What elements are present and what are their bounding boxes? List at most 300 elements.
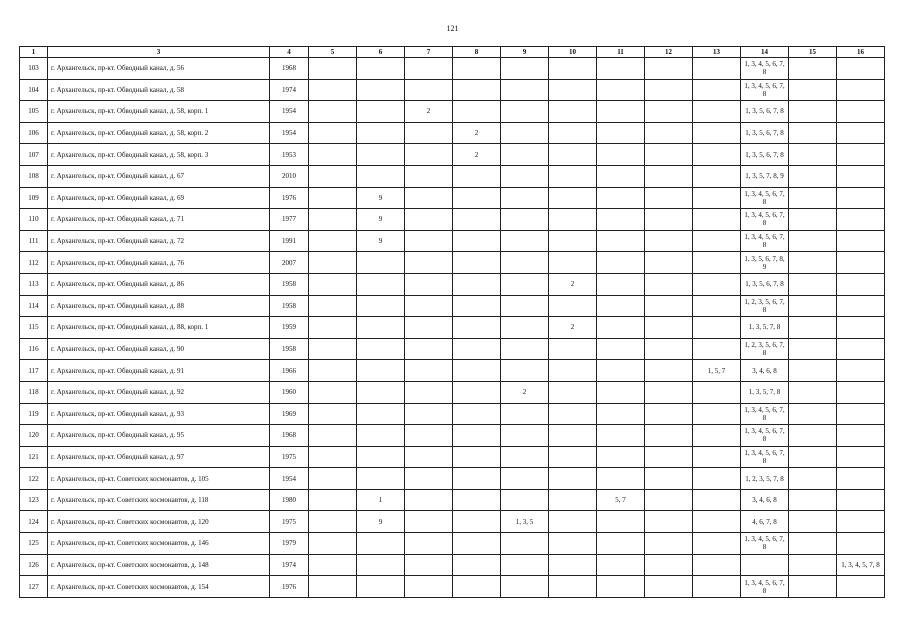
table-cell-col-13 [693, 533, 741, 555]
table-cell-col-16 [837, 511, 885, 533]
table-cell-col-10 [549, 338, 597, 360]
table-cell-col-3: г. Архангельск, пр-кт. Обводный канал, д. 86 [48, 273, 270, 295]
table-cell-col-3: г. Архангельск, пр-кт. Советских космонавтов, д. 148 [48, 554, 270, 576]
table-cell-col-10 [549, 360, 597, 382]
table-cell-col-15 [789, 425, 837, 447]
table-cell-col-10 [549, 187, 597, 209]
table-row [20, 511, 885, 533]
table-cell-col-8 [453, 576, 501, 598]
table-cell-col-3: г. Архангельск, пр-кт. Обводный канал, д. 88 [48, 295, 270, 317]
table-cell-col-12 [645, 468, 693, 490]
table-cell-col-9 [501, 403, 549, 425]
header-row [20, 47, 885, 58]
table-cell-col-5 [309, 101, 357, 123]
table-cell-col-7 [405, 252, 453, 274]
table-cell-col-4: 1958 [270, 295, 309, 317]
table-cell-col-10 [549, 58, 597, 80]
table-cell-col-14: 1, 3, 5, 6, 7, 8 [741, 273, 789, 295]
table-cell-col-6 [357, 144, 405, 166]
table-cell-col-3: г. Архангельск, пр-кт. Обводный канал, д. 71 [48, 209, 270, 231]
table-cell-col-14: 3, 4, 6, 8 [741, 360, 789, 382]
table-cell-col-4: 1979 [270, 533, 309, 555]
table-cell-col-16 [837, 295, 885, 317]
table-cell-col-16 [837, 317, 885, 339]
table-cell-col-12 [645, 425, 693, 447]
table-cell-col-12 [645, 58, 693, 80]
table-cell-col-6 [357, 403, 405, 425]
table-cell-col-6: 9 [357, 187, 405, 209]
table-cell-col-14: 1, 3, 4, 5, 6, 7, 8 [741, 79, 789, 101]
table-cell-col-3: г. Архангельск, пр-кт. Обводный канал, д. 72 [48, 230, 270, 252]
table-cell-col-4: 1960 [270, 381, 309, 403]
table-cell-col-15 [789, 576, 837, 598]
table-cell-col-4: 1954 [270, 122, 309, 144]
table-cell-col-9 [501, 252, 549, 274]
column-header-14: 14 [741, 47, 789, 58]
table-cell-col-15 [789, 295, 837, 317]
table-cell-col-9 [501, 425, 549, 447]
table-cell-col-8 [453, 338, 501, 360]
table-cell-col-14: 1, 3, 4, 5, 6, 7, 8 [741, 403, 789, 425]
table-cell-col-14: 1, 3, 5, 7, 8 [741, 317, 789, 339]
table-cell-col-11 [597, 381, 645, 403]
table-cell-col-7 [405, 554, 453, 576]
table-cell-col-5 [309, 533, 357, 555]
table-row [20, 338, 885, 360]
table-cell-col-12 [645, 360, 693, 382]
table-cell-col-8 [453, 511, 501, 533]
table-cell-col-9 [501, 489, 549, 511]
table-cell-col-7: 2 [405, 101, 453, 123]
table-cell-col-3: г. Архангельск, пр-кт. Обводный канал, д. 90 [48, 338, 270, 360]
table-cell-col-9 [501, 165, 549, 187]
table-cell-col-13 [693, 468, 741, 490]
table-cell-col-13 [693, 230, 741, 252]
table-cell-col-3: г. Архангельск, пр-кт. Обводный канал, д. 58, корп. 3 [48, 144, 270, 166]
table-cell-col-15 [789, 273, 837, 295]
table-cell-col-9 [501, 187, 549, 209]
table-cell-col-4: 1977 [270, 209, 309, 231]
table-cell-col-10 [549, 381, 597, 403]
table-cell-col-16 [837, 468, 885, 490]
table-cell-col-5 [309, 122, 357, 144]
table-cell-col-6: 9 [357, 209, 405, 231]
table-cell-col-3: г. Архангельск, пр-кт. Обводный канал, д. 93 [48, 403, 270, 425]
table-cell-col-12 [645, 338, 693, 360]
table-cell-col-10 [549, 425, 597, 447]
table-cell-col-16 [837, 101, 885, 123]
table-cell-col-12 [645, 489, 693, 511]
table-cell-col-15 [789, 101, 837, 123]
table-cell-col-3: г. Архангельск, пр-кт. Обводный канал, д. 88, корп. 1 [48, 317, 270, 339]
table-cell-col-1: 121 [20, 446, 48, 468]
table-cell-col-5 [309, 338, 357, 360]
table-row [20, 252, 885, 274]
table-cell-col-5 [309, 576, 357, 598]
table-cell-col-3: г. Архангельск, пр-кт. Обводный канал, д. 92 [48, 381, 270, 403]
table-cell-col-1: 108 [20, 165, 48, 187]
table-cell-col-7 [405, 209, 453, 231]
table-cell-col-16 [837, 144, 885, 166]
table-cell-col-7 [405, 165, 453, 187]
table-cell-col-11 [597, 187, 645, 209]
table-cell-col-9 [501, 554, 549, 576]
table-cell-col-15 [789, 79, 837, 101]
table-cell-col-16 [837, 381, 885, 403]
table-cell-col-8 [453, 187, 501, 209]
table-cell-col-15 [789, 209, 837, 231]
column-header-7: 7 [405, 47, 453, 58]
table-cell-col-14: 1, 3, 4, 5, 6, 7, 8 [741, 187, 789, 209]
table-row [20, 122, 885, 144]
table-cell-col-15 [789, 338, 837, 360]
table-cell-col-11 [597, 403, 645, 425]
table-cell-col-1: 115 [20, 317, 48, 339]
column-header-16: 16 [837, 47, 885, 58]
table-cell-col-1: 114 [20, 295, 48, 317]
table-cell-col-10 [549, 209, 597, 231]
table-cell-col-12 [645, 533, 693, 555]
table-cell-col-6 [357, 165, 405, 187]
table-cell-col-11 [597, 338, 645, 360]
table-cell-col-13 [693, 58, 741, 80]
table-cell-col-8 [453, 489, 501, 511]
table-cell-col-10: 2 [549, 317, 597, 339]
table-cell-col-14: 4, 6, 7, 8 [741, 511, 789, 533]
table-cell-col-13 [693, 576, 741, 598]
table-cell-col-13 [693, 79, 741, 101]
table-cell-col-16: 1, 3, 4, 5, 7, 8 [837, 554, 885, 576]
table-cell-col-6 [357, 576, 405, 598]
table-cell-col-15 [789, 144, 837, 166]
table-cell-col-13 [693, 425, 741, 447]
table-cell-col-7 [405, 489, 453, 511]
table-cell-col-9 [501, 122, 549, 144]
table-cell-col-8 [453, 446, 501, 468]
table-cell-col-5 [309, 425, 357, 447]
table-cell-col-8 [453, 101, 501, 123]
table-cell-col-5 [309, 468, 357, 490]
table-cell-col-11 [597, 79, 645, 101]
table-cell-col-16 [837, 122, 885, 144]
table-cell-col-12 [645, 101, 693, 123]
table-cell-col-16 [837, 58, 885, 80]
table-cell-col-12 [645, 187, 693, 209]
table-cell-col-14: 1, 3, 5, 6, 7, 8 [741, 144, 789, 166]
table-cell-col-14: 1, 3, 5, 6, 7, 8, 9 [741, 252, 789, 274]
table-cell-col-16 [837, 533, 885, 555]
table-cell-col-8 [453, 273, 501, 295]
table-cell-col-14: 1, 3, 4, 5, 6, 7, 8 [741, 446, 789, 468]
table-cell-col-11 [597, 209, 645, 231]
table-cell-col-4: 1968 [270, 58, 309, 80]
column-header-1: 1 [20, 47, 48, 58]
table-cell-col-9 [501, 576, 549, 598]
table-row [20, 58, 885, 80]
table-cell-col-12 [645, 381, 693, 403]
table-cell-col-12 [645, 511, 693, 533]
table-cell-col-15 [789, 58, 837, 80]
table-cell-col-16 [837, 403, 885, 425]
table-cell-col-3: г. Архангельск, пр-кт. Обводный канал, д. 58 [48, 79, 270, 101]
table-cell-col-6 [357, 317, 405, 339]
table-cell-col-4: 1974 [270, 554, 309, 576]
table-cell-col-7 [405, 576, 453, 598]
table-cell-col-8 [453, 533, 501, 555]
table-cell-col-14: 1, 2, 3, 5, 7, 8 [741, 468, 789, 490]
table-cell-col-15 [789, 489, 837, 511]
table-cell-col-12 [645, 79, 693, 101]
table-cell-col-6 [357, 381, 405, 403]
table-row [20, 554, 885, 576]
table-cell-col-7 [405, 511, 453, 533]
table-cell-col-5 [309, 187, 357, 209]
table-cell-col-8 [453, 317, 501, 339]
table-cell-col-12 [645, 295, 693, 317]
table-cell-col-6: 1 [357, 489, 405, 511]
table-cell-col-4: 1991 [270, 230, 309, 252]
table-cell-col-8: 2 [453, 144, 501, 166]
table-cell-col-12 [645, 122, 693, 144]
table-cell-col-14: 1, 3, 5, 7, 8 [741, 381, 789, 403]
table-cell-col-1: 109 [20, 187, 48, 209]
table-cell-col-5 [309, 489, 357, 511]
table-cell-col-1: 113 [20, 273, 48, 295]
table-cell-col-11 [597, 144, 645, 166]
table-cell-col-12 [645, 446, 693, 468]
column-header-11: 11 [597, 47, 645, 58]
table-cell-col-14: 1, 3, 4, 5, 6, 7, 8 [741, 209, 789, 231]
table-cell-col-1: 124 [20, 511, 48, 533]
table-cell-col-13 [693, 554, 741, 576]
table-cell-col-6 [357, 554, 405, 576]
table-cell-col-5 [309, 403, 357, 425]
table-cell-col-1: 122 [20, 468, 48, 490]
page-number: 121 [446, 24, 459, 33]
table-cell-col-11 [597, 576, 645, 598]
table-cell-col-14: 1, 2, 3, 5, 6, 7, 8 [741, 295, 789, 317]
table-cell-col-5 [309, 165, 357, 187]
table-cell-col-4: 1969 [270, 403, 309, 425]
table-cell-col-8 [453, 425, 501, 447]
table-cell-col-3: г. Архангельск, пр-кт. Советских космонавтов, д. 118 [48, 489, 270, 511]
table-cell-col-14: 1, 3, 4, 5, 6, 7, 8 [741, 230, 789, 252]
table-cell-col-13 [693, 381, 741, 403]
table-cell-col-12 [645, 554, 693, 576]
table-cell-col-5 [309, 273, 357, 295]
table-row [20, 468, 885, 490]
table-cell-col-12 [645, 576, 693, 598]
table-cell-col-9 [501, 533, 549, 555]
table-cell-col-13 [693, 338, 741, 360]
table-cell-col-15 [789, 187, 837, 209]
table-cell-col-6 [357, 468, 405, 490]
table-row [20, 533, 885, 555]
table-cell-col-7 [405, 273, 453, 295]
table-cell-col-15 [789, 360, 837, 382]
table-cell-col-7 [405, 144, 453, 166]
table-cell-col-13 [693, 101, 741, 123]
column-header-9: 9 [501, 47, 549, 58]
table-cell-col-11 [597, 554, 645, 576]
table-cell-col-5 [309, 446, 357, 468]
column-header-8: 8 [453, 47, 501, 58]
table-cell-col-9 [501, 317, 549, 339]
table-cell-col-13 [693, 446, 741, 468]
table-cell-col-11 [597, 360, 645, 382]
table-cell-col-16 [837, 230, 885, 252]
table-cell-col-7 [405, 446, 453, 468]
table-cell-col-5 [309, 554, 357, 576]
table-body [20, 58, 885, 598]
table-cell-col-4: 1966 [270, 360, 309, 382]
table-cell-col-10 [549, 489, 597, 511]
table-cell-col-14: 1, 3, 4, 5, 6, 7, 8 [741, 576, 789, 598]
table-cell-col-16 [837, 79, 885, 101]
table-cell-col-11 [597, 122, 645, 144]
table-cell-col-5 [309, 381, 357, 403]
table-cell-col-3: г. Архангельск, пр-кт. Советских космонавтов, д. 146 [48, 533, 270, 555]
table-cell-col-14: 1, 3, 4, 5, 6, 7, 8 [741, 425, 789, 447]
table-cell-col-10 [549, 554, 597, 576]
table-cell-col-13 [693, 252, 741, 274]
table-cell-col-1: 116 [20, 338, 48, 360]
table-cell-col-9: 2 [501, 381, 549, 403]
table-cell-col-16 [837, 338, 885, 360]
table-cell-col-11 [597, 165, 645, 187]
table-cell-col-16 [837, 209, 885, 231]
table-cell-col-7 [405, 79, 453, 101]
table-cell-col-8: 2 [453, 122, 501, 144]
table-cell-col-16 [837, 273, 885, 295]
table-cell-col-9 [501, 338, 549, 360]
table-cell-col-7 [405, 338, 453, 360]
table-cell-col-11 [597, 58, 645, 80]
table-cell-col-10 [549, 403, 597, 425]
table-cell-col-9 [501, 360, 549, 382]
table-cell-col-9 [501, 144, 549, 166]
table-cell-col-11: 5, 7 [597, 489, 645, 511]
table-row [20, 101, 885, 123]
table-cell-col-8 [453, 360, 501, 382]
table-cell-col-1: 110 [20, 209, 48, 231]
table-cell-col-12 [645, 165, 693, 187]
table-cell-col-8 [453, 209, 501, 231]
table-cell-col-10 [549, 79, 597, 101]
table-cell-col-16 [837, 489, 885, 511]
table-cell-col-6 [357, 101, 405, 123]
table-cell-col-10 [549, 446, 597, 468]
table-cell-col-14: 3, 4, 6, 8 [741, 489, 789, 511]
table-cell-col-7 [405, 360, 453, 382]
column-header-15: 15 [789, 47, 837, 58]
table-cell-col-3: г. Архангельск, пр-кт. Советских космонавтов, д. 154 [48, 576, 270, 598]
table-cell-col-12 [645, 209, 693, 231]
table-cell-col-6: 9 [357, 511, 405, 533]
table-cell-col-10 [549, 533, 597, 555]
table-cell-col-10 [549, 165, 597, 187]
table-cell-col-7 [405, 58, 453, 80]
table-cell-col-11 [597, 425, 645, 447]
table-cell-col-4: 2007 [270, 252, 309, 274]
table-cell-col-4: 1968 [270, 425, 309, 447]
table-cell-col-1: 107 [20, 144, 48, 166]
table-cell-col-11 [597, 446, 645, 468]
table-cell-col-4: 1954 [270, 101, 309, 123]
table-cell-col-11 [597, 317, 645, 339]
table-cell-col-6: 9 [357, 230, 405, 252]
table-cell-col-12 [645, 403, 693, 425]
table-cell-col-1: 119 [20, 403, 48, 425]
table-cell-col-16 [837, 425, 885, 447]
housing-registry-table [19, 46, 885, 598]
table-cell-col-5 [309, 317, 357, 339]
table-cell-col-16 [837, 252, 885, 274]
table-cell-col-8 [453, 58, 501, 80]
table-cell-col-12 [645, 252, 693, 274]
table-cell-col-12 [645, 144, 693, 166]
table-cell-col-5 [309, 58, 357, 80]
table-cell-col-4: 1975 [270, 446, 309, 468]
table-cell-col-13: 1, 5, 7 [693, 360, 741, 382]
table-cell-col-13 [693, 403, 741, 425]
table-cell-col-16 [837, 446, 885, 468]
table-cell-col-10: 2 [549, 273, 597, 295]
table-cell-col-13 [693, 317, 741, 339]
table-cell-col-13 [693, 187, 741, 209]
table-row [20, 144, 885, 166]
table-cell-col-6 [357, 122, 405, 144]
table-cell-col-7 [405, 533, 453, 555]
table-cell-col-15 [789, 122, 837, 144]
column-header-12: 12 [645, 47, 693, 58]
table-cell-col-3: г. Архангельск, пр-кт. Советских космонавтов, д. 120 [48, 511, 270, 533]
table-cell-col-13 [693, 295, 741, 317]
column-header-10: 10 [549, 47, 597, 58]
table-cell-col-8 [453, 554, 501, 576]
table-cell-col-4: 1980 [270, 489, 309, 511]
table-cell-col-14: 1, 3, 4, 5, 6, 7, 8 [741, 58, 789, 80]
table-cell-col-10 [549, 122, 597, 144]
table-row [20, 317, 885, 339]
table-cell-col-8 [453, 468, 501, 490]
table-cell-col-3: г. Архангельск, пр-кт. Обводный канал, д. 56 [48, 58, 270, 80]
table-cell-col-13 [693, 122, 741, 144]
table-cell-col-14: 1, 2, 3, 5, 6, 7, 8 [741, 338, 789, 360]
table-cell-col-16 [837, 360, 885, 382]
table-cell-col-4: 1958 [270, 273, 309, 295]
table-cell-col-11 [597, 273, 645, 295]
table-cell-col-9: 1, 3, 5 [501, 511, 549, 533]
table-cell-col-1: 118 [20, 381, 48, 403]
table-cell-col-7 [405, 295, 453, 317]
table-cell-col-6 [357, 252, 405, 274]
table-cell-col-10 [549, 295, 597, 317]
table-cell-col-8 [453, 381, 501, 403]
table-cell-col-8 [453, 295, 501, 317]
table-cell-col-1: 104 [20, 79, 48, 101]
table-cell-col-11 [597, 230, 645, 252]
table-cell-col-3: г. Архангельск, пр-кт. Обводный канал, д. 69 [48, 187, 270, 209]
table-cell-col-1: 117 [20, 360, 48, 382]
column-header-13: 13 [693, 47, 741, 58]
table-row [20, 209, 885, 231]
table-cell-col-5 [309, 360, 357, 382]
table-cell-col-14: 1, 3, 5, 6, 7, 8 [741, 122, 789, 144]
table-cell-col-14 [741, 554, 789, 576]
table-cell-col-6 [357, 533, 405, 555]
table-cell-col-5 [309, 79, 357, 101]
